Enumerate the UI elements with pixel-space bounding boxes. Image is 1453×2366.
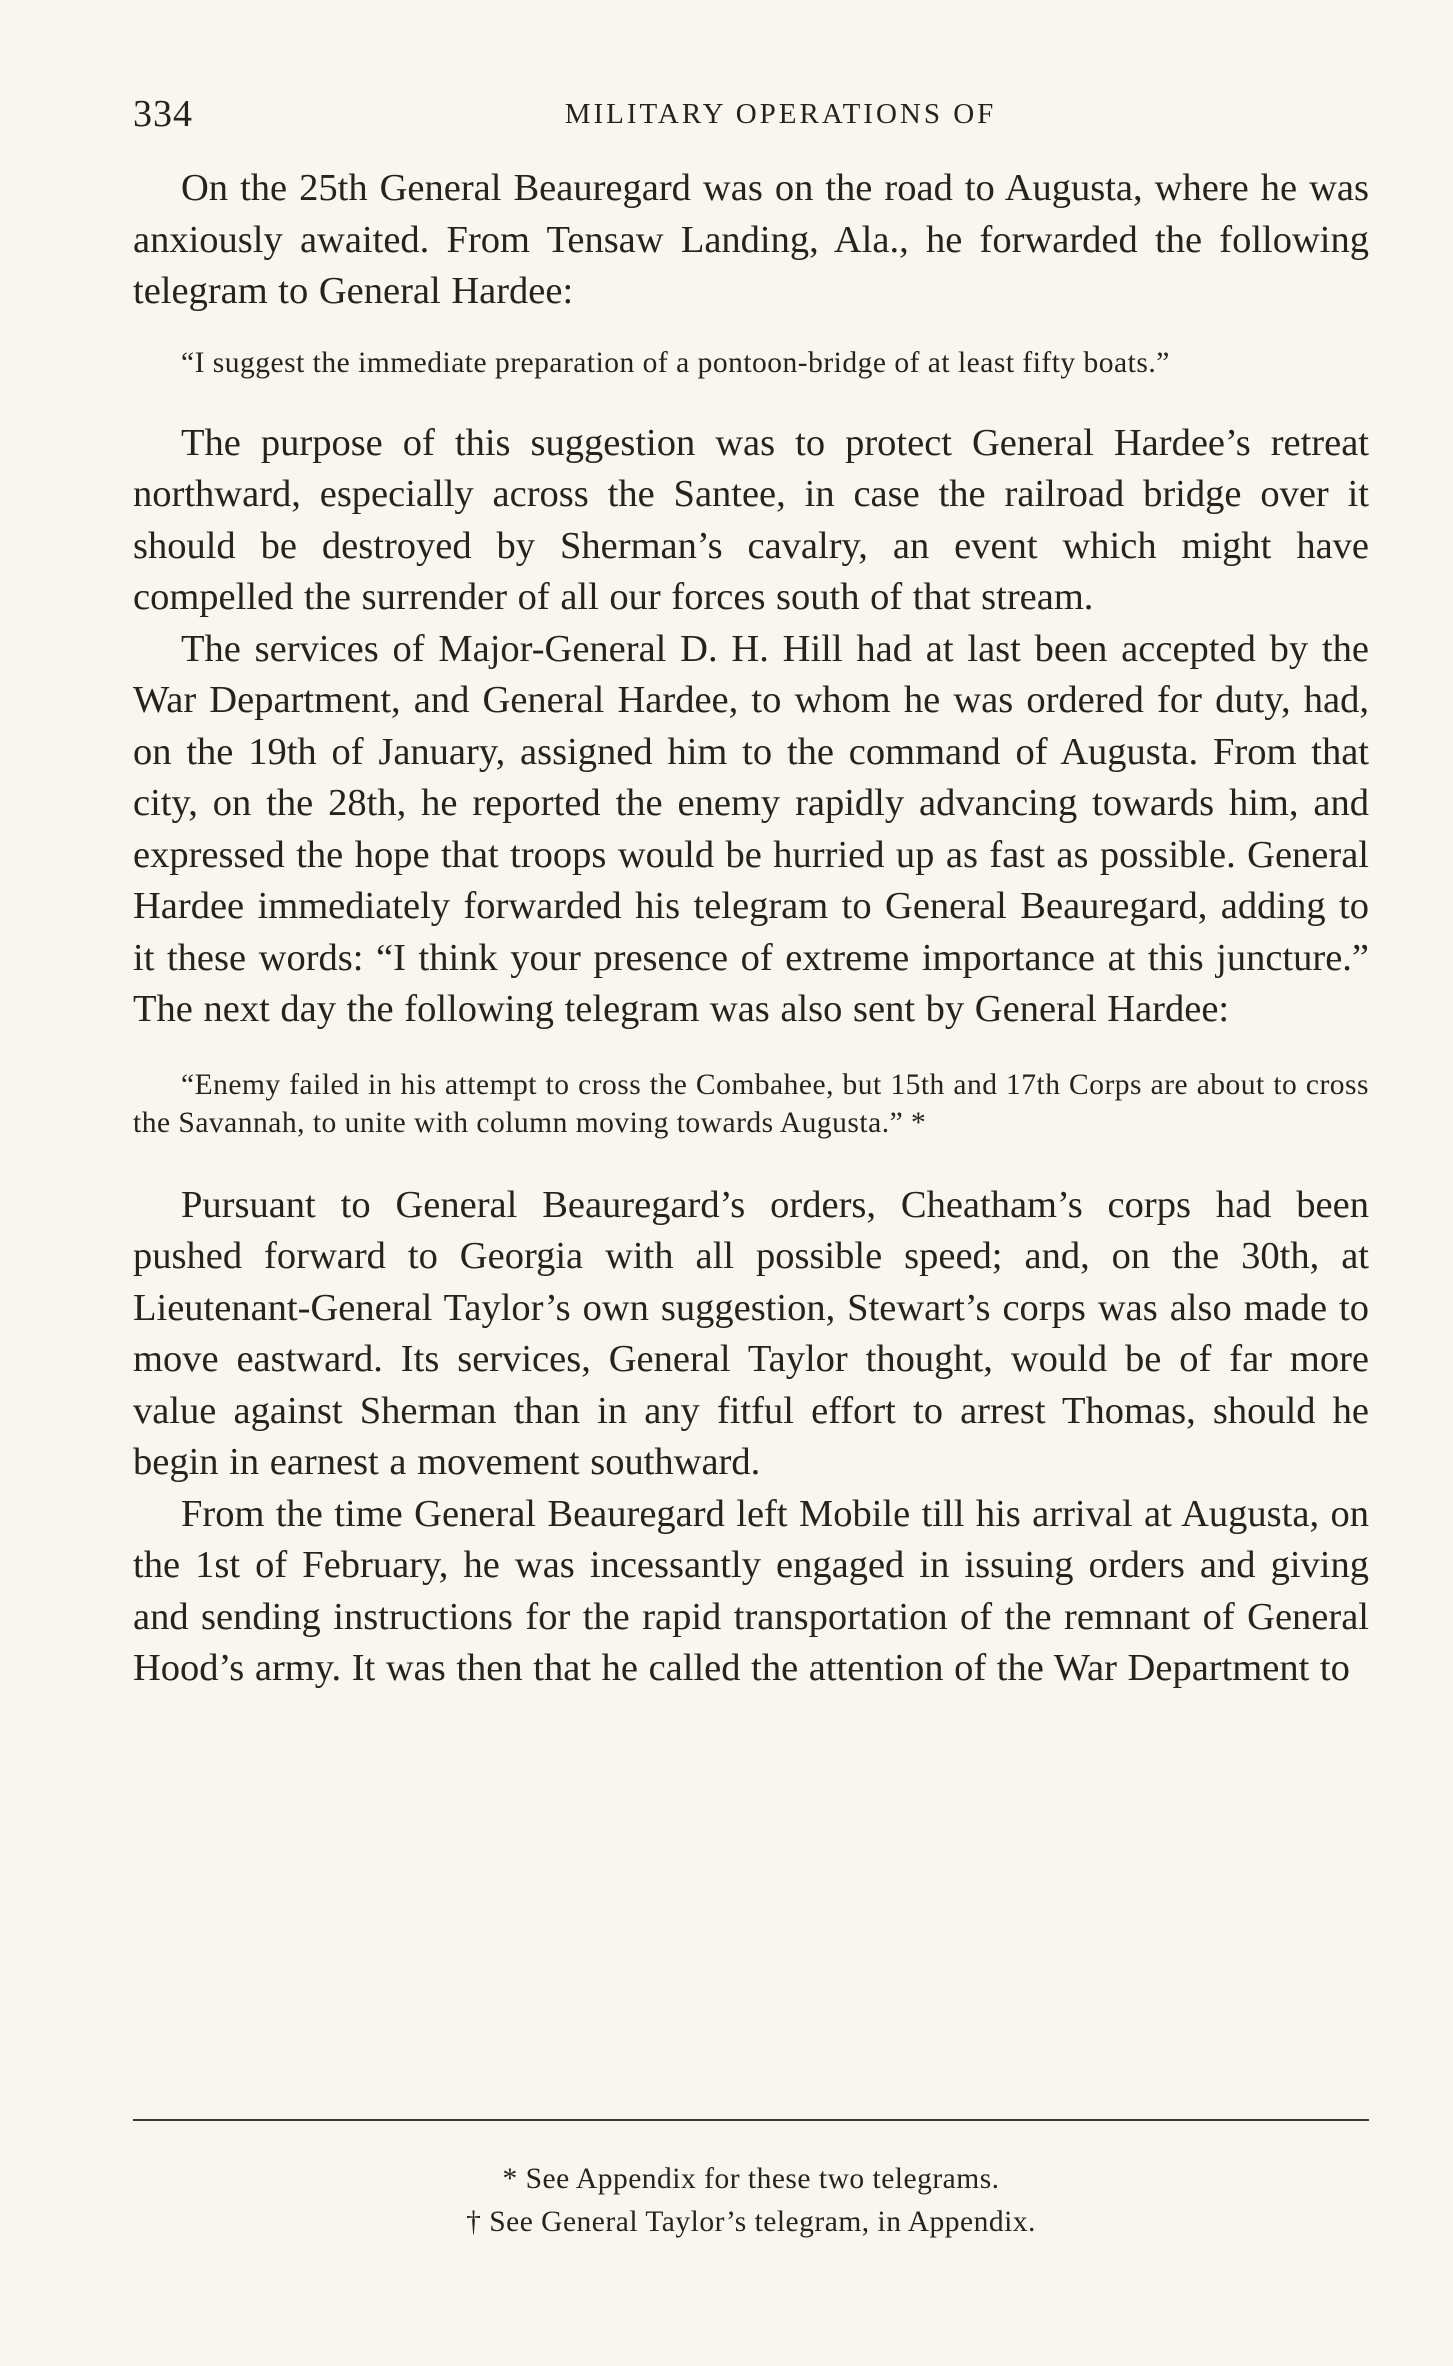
footnote-1: * See Appendix for these two telegrams. <box>502 2163 1000 2195</box>
quoted-telegram-2: “Enemy failed in his attempt to cross the Combahee, but 15th and 17th Corps are about to cross the Savannah, to unite with column moving towards Augusta.” * <box>133 1068 1369 1139</box>
paragraph-2: The purpose of this suggestion was to protect General Hardee’s retreat northward, especially across the Santee, in case the railroad bridge over it should be destroyed by Sherman’s cavalry, an event which might have compelled the surrender of all our forces south of that stream. <box>133 421 1369 618</box>
footnotes <box>133 2158 1369 2244</box>
paragraph-5: From the time General Beauregard left Mobile till his arrival at Augusta, on the 1st of February, he was incessantly engaged in issuing orders and giving and sending instructions for the rapid transportation of the remnant of General Hood’s army. It was then that he called the attention of the War Department to <box>133 1492 1369 1689</box>
footnote-2: † See General Taylor’s telegram, in Appendix. <box>466 2206 1036 2238</box>
paragraph-4: Pursuant to General Beauregard’s orders, Cheatham’s corps had been pushed forward to Georgia with all possible speed; and, on the 30th, at Lieutenant-General Taylor’s own suggestion, Stewart’s corps was also made to move eastward. Its services, General Taylor thought, would be of far more value against Sherman than in any fitful effort to arrest Thomas, should he begin in earnest a movement southward. <box>133 1183 1369 1483</box>
footnote-rule <box>133 2119 1369 2121</box>
page-number: 334 <box>133 93 193 135</box>
running-title: MILITARY OPERATIONS OF <box>564 98 997 130</box>
quoted-telegram-1: “I suggest the immediate preparation of a pontoon-bridge of at least fifty boats.” <box>181 346 1170 379</box>
body-text <box>133 163 1369 1695</box>
paragraph-3: The services of Major-General D. H. Hill had at last been accepted by the War Department, and General Hardee, to whom he was ordered for duty, had, on the 19th of January, assigned him to the command of Augusta. From that city, on the 28th, he reported the enemy rapidly advancing towards him, and expressed the hope that troops would be hurried up as fast as possible. General Hardee immediately forwarded his telegram to General Beauregard, adding to it these words: “I think your presence of extreme importance at this juncture.” The next day the following telegram was also sent by General Hardee: <box>133 627 1369 1030</box>
page-header <box>133 92 1368 138</box>
paragraph-1: On the 25th General Beauregard was on the road to Augusta, where he was anxiously awaited. From Tensaw Landing, Ala., he forwarded the following telegram to General Hardee: <box>133 167 1369 312</box>
